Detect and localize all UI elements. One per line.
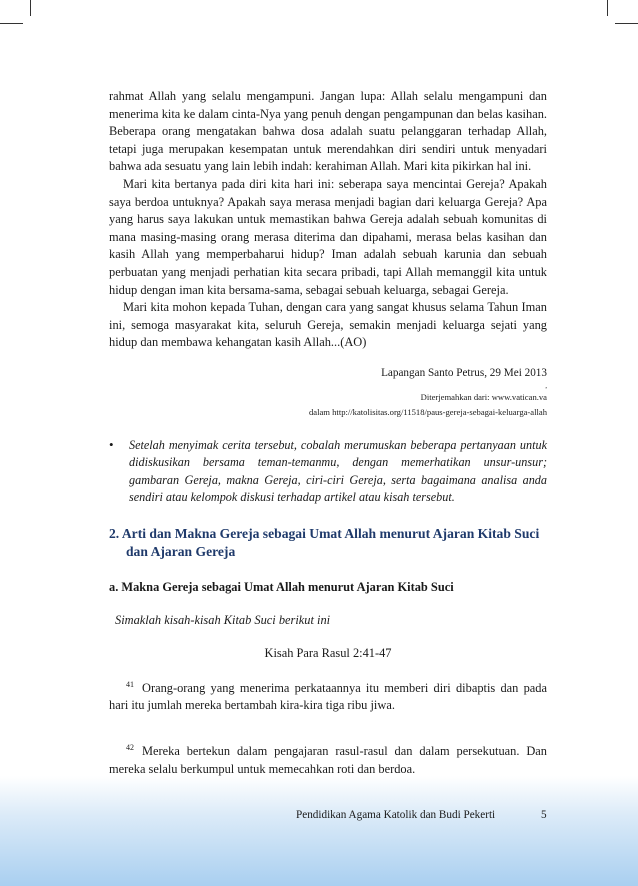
footer-title: Pendidikan Agama Katolik dan Budi Pekerti [296,809,496,821]
body-paragraph: Mari kita bertanya pada diri kita hari ini: seberapa saya mencintai Gereja? Apakah saya berdoa untuknya? Apakah saya merasa menjadi bagian dari keluarga Gereja? Apa yang harus saya lakukan untuk memastikan bahwa Gereja adalah sebuah komunitas di mana masing-masing orang merasa diterima dan dipahami, merasa belas kasihan dan kasih Allah yang memperbaharui hidup? Iman adalah sebuah karunia dan sebuah perbuatan yang menjadi perhatian kita secara pribadi, tapi Allah memanggil kita untuk hidup dengan iman kita bersama-sama, sebagai sebuah keluarga, sebagai Gereja. [109,176,547,297]
source-comma: , [545,381,547,390]
page-content [109,88,547,778]
source-date: Lapangan Santo Petrus, 29 Mei 2013 [381,366,547,379]
footer-band [0,776,638,886]
verse-text: Orang-orang yang menerima perkataannya itu memberi diri dibaptis dan pada hari itu jumlah mereka bertambah kira-kira tiga ribu jiwa. [109,680,547,713]
scripture-intro: Simaklah kisah-kisah Kitab Suci berikut ini [115,612,331,627]
crop-mark [30,0,31,16]
source-translated: Diterjemahkan dari: www.vatican.va [420,391,547,402]
discussion-bullet [109,437,547,507]
verse-number: 42 [126,742,134,752]
verse [109,676,547,715]
verse-number: 41 [126,679,134,689]
verse-text: Mereka bertekun dalam pengajaran rasul-rasul dan dalam persekutuan. Dan mereka selalu berkumpul untuk memecahkan roti dan berdoa. [109,743,547,776]
verse [109,739,547,778]
source-url: dalam http://katolisitas.org/11518/paus-gereja-sebagai-keluarga-allah [308,406,547,417]
bullet-icon: • [109,436,114,452]
crop-mark [607,0,608,16]
subsection-heading: a. Makna Gereja sebagai Umat Allah menurut Ajaran Kitab Suci [109,579,454,594]
section-heading: 2. Arti dan Makna Gereja sebagai Umat Allah menurut Ajaran Kitab Suci dan Ajaran Gereja [109,525,540,559]
body-paragraph: rahmat Allah yang selalu mengampuni. Jangan lupa: Allah selalu mengampuni dan menerima kita ke dalam cinta-Nya yang penuh dengan pengampunan dan belas kasihan. Beberapa orang mengatakan bahwa dosa adalah suatu pelanggaran terhadap Allah, tetapi juga merupakan kesempatan untuk merendahkan diri sendiri untuk menyadari bahwa ada sesuatu yang lain lebih indah: kerahiman Allah. Mari kita pikirkan hal ini. [109,89,547,174]
scripture-reference: Kisah Para Rasul 2:41-47 [264,645,392,660]
bullet-text: Setelah menyimak cerita tersebut, cobalah merumuskan beberapa pertanyaan untuk didiskusikan bersama teman-temanmu, dengan memerhatikan unsur-unsur; gambaran Gereja, makna Gereja, ciri-ciri Gereja, serta bagaimana analisa anda sendiri atau kelompok diskusi terhadap artikel atau kisah tersebut. [129,437,547,505]
crop-mark [615,23,638,24]
body-paragraph: Mari kita mohon kepada Tuhan, dengan cara yang sangat khusus selama Tahun Iman ini, semoga masyarakat kita, seluruh Gereja, semakin menjadi keluarga sejati yang hidup dan membawa kehangatan kasih Allah...(AO) [109,300,547,350]
page-number: 5 [541,809,547,821]
crop-mark [0,23,23,24]
